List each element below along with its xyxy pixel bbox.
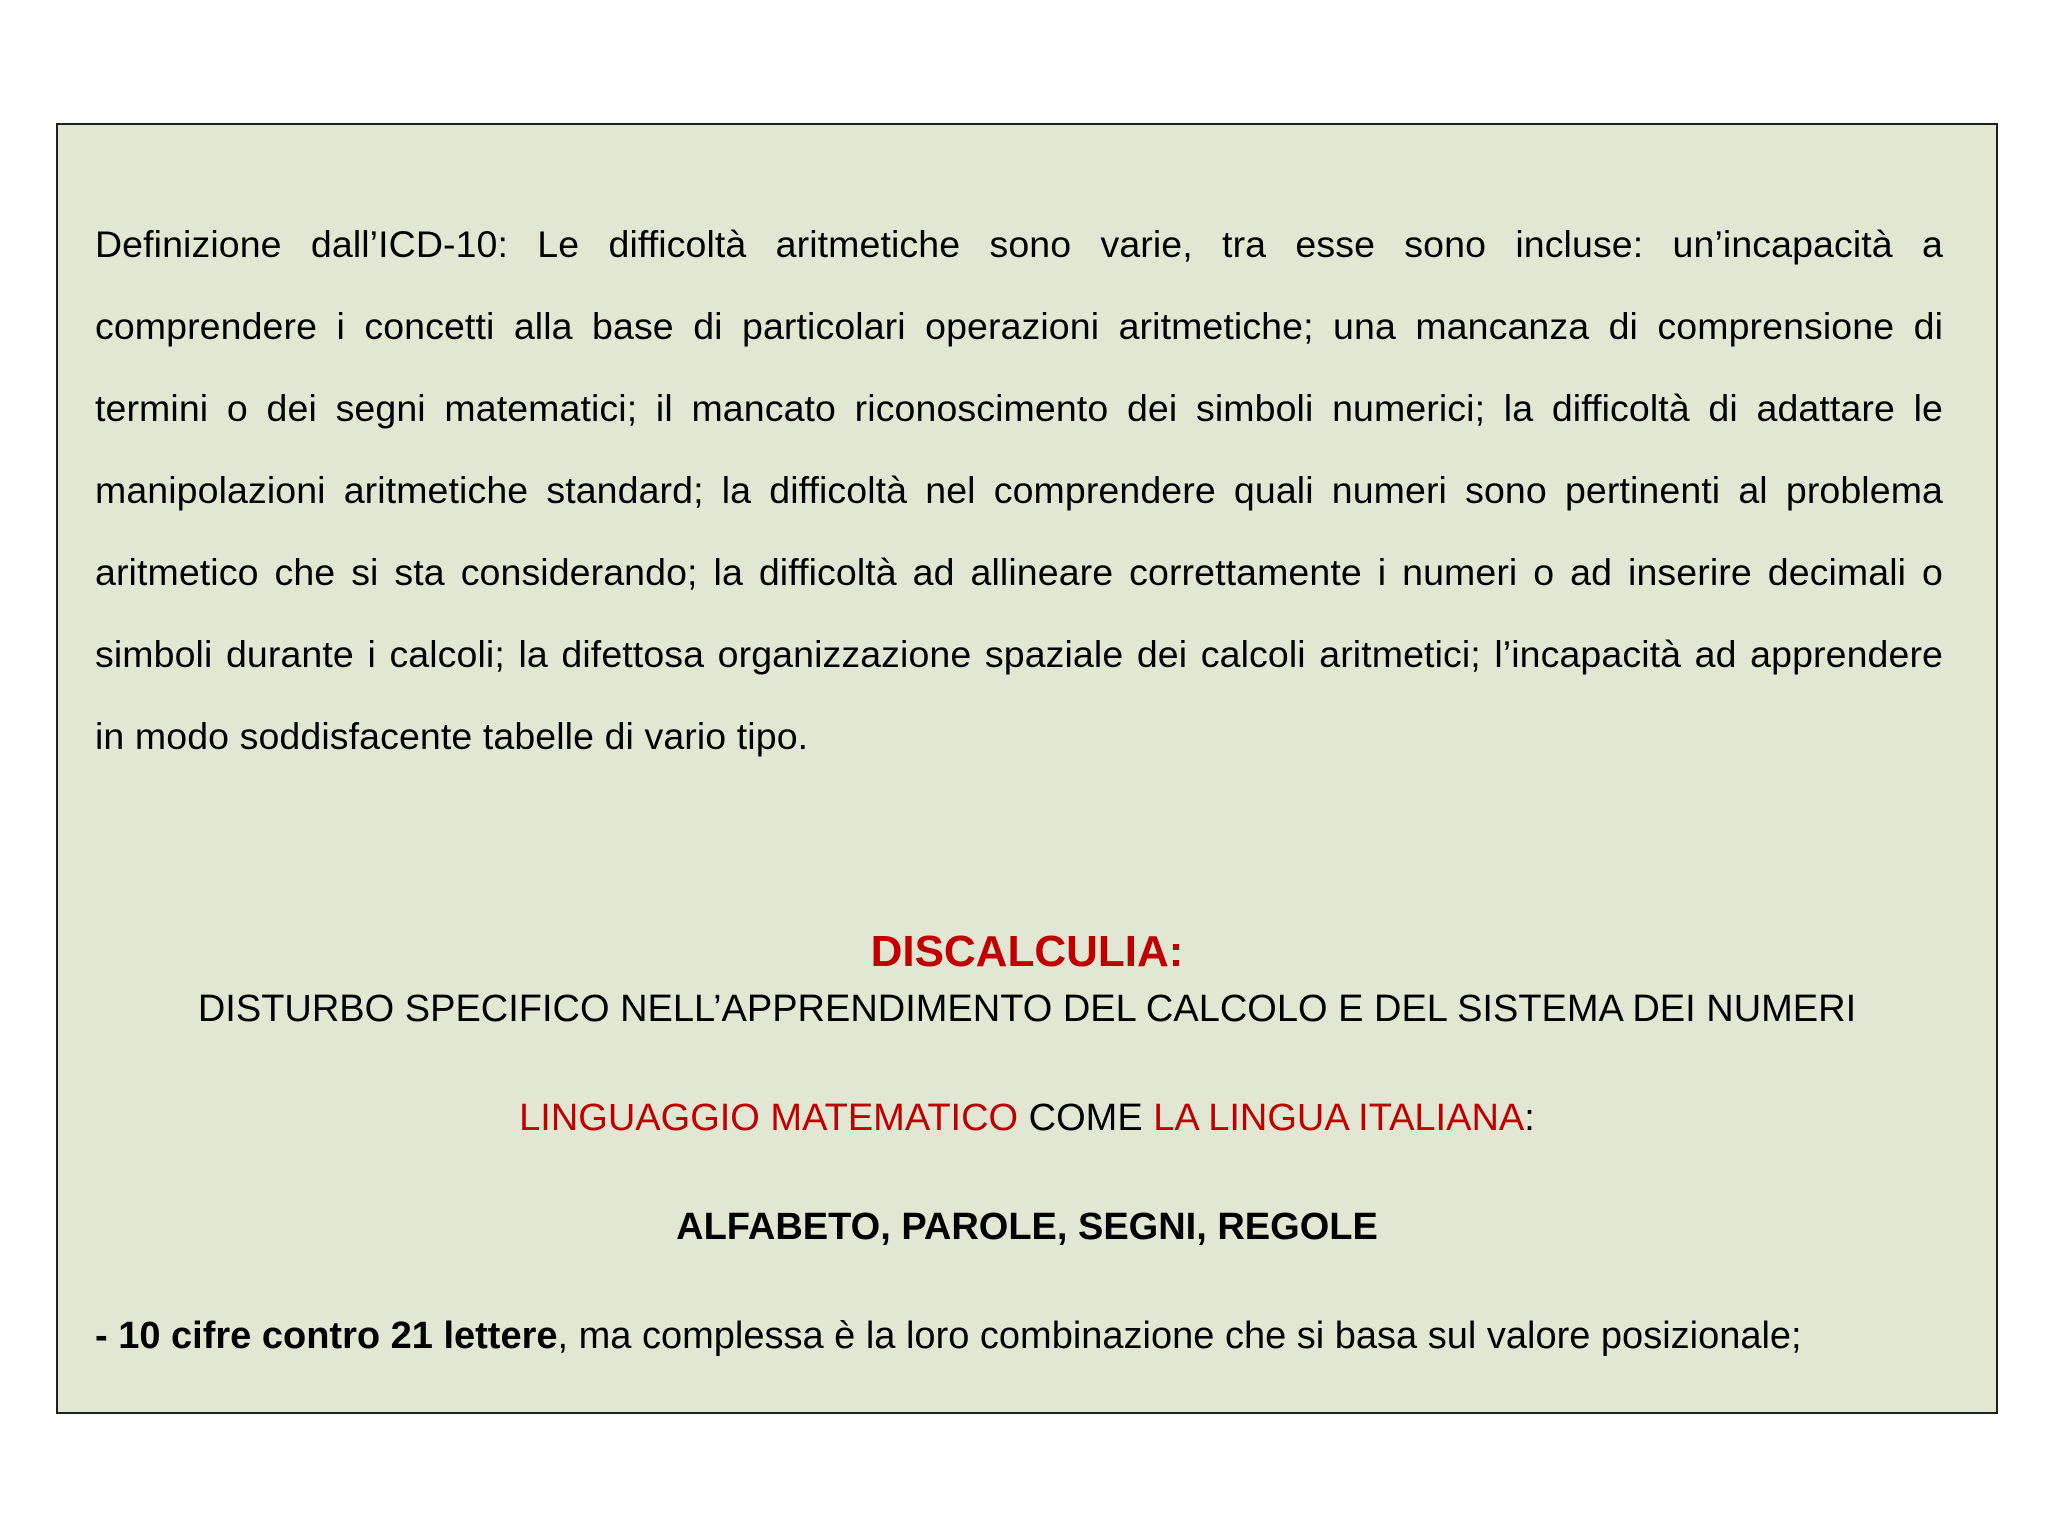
- comparison-line: [58, 1095, 1996, 1141]
- comparison-colon: :: [1524, 1097, 1535, 1139]
- subtitle: DISTURBO SPECIFICO NELL’APPRENDIMENTO DEL CALCOLO E DEL SISTEMA DEI NUMERI: [197, 988, 1857, 1030]
- elements-list: ALFABETO, PAROLE, SEGNI, REGOLE: [676, 1206, 1378, 1248]
- comparison-italian-language: LA LINGUA ITALIANA: [1153, 1097, 1525, 1139]
- bullet-point: [95, 1313, 1955, 1359]
- bullet-bold-text: - 10 cifre contro 21 lettere: [95, 1315, 558, 1357]
- title-discalculia: DISCALCULIA:: [870, 927, 1184, 976]
- bullet-text: , ma complessa è la loro combinazione che si basa sul valore posizionale;: [557, 1315, 1802, 1357]
- content-box: [56, 123, 1998, 1414]
- comparison-mathematical-language: LINGUAGGIO MATEMATICO: [519, 1097, 1019, 1139]
- definition-paragraph: Definizione dall’ICD-10: Le difficoltà aritmetiche sono varie, tra esse sono incluse: un’incapacità a comprendere i concetti alla base di particolari operazioni aritmetiche; una mancanza di comprensione di termini o dei segni matematici; il mancato riconoscimento dei simboli numerici; la difficoltà di adattare le manipolazioni aritmetiche standard; la difficoltà nel comprendere quali numeri sono pertinenti al problema aritmetico che si sta considerando; la difficoltà ad allineare correttamente i numeri o ad inserire decimali o simboli durante i calcoli; la difettosa organizzazione spaziale dei calcoli aritmetici; l’incapacità ad apprendere in modo soddisfacente tabelle di vario tipo.: [95, 223, 1943, 757]
- comparison-connector: COME: [1018, 1097, 1154, 1139]
